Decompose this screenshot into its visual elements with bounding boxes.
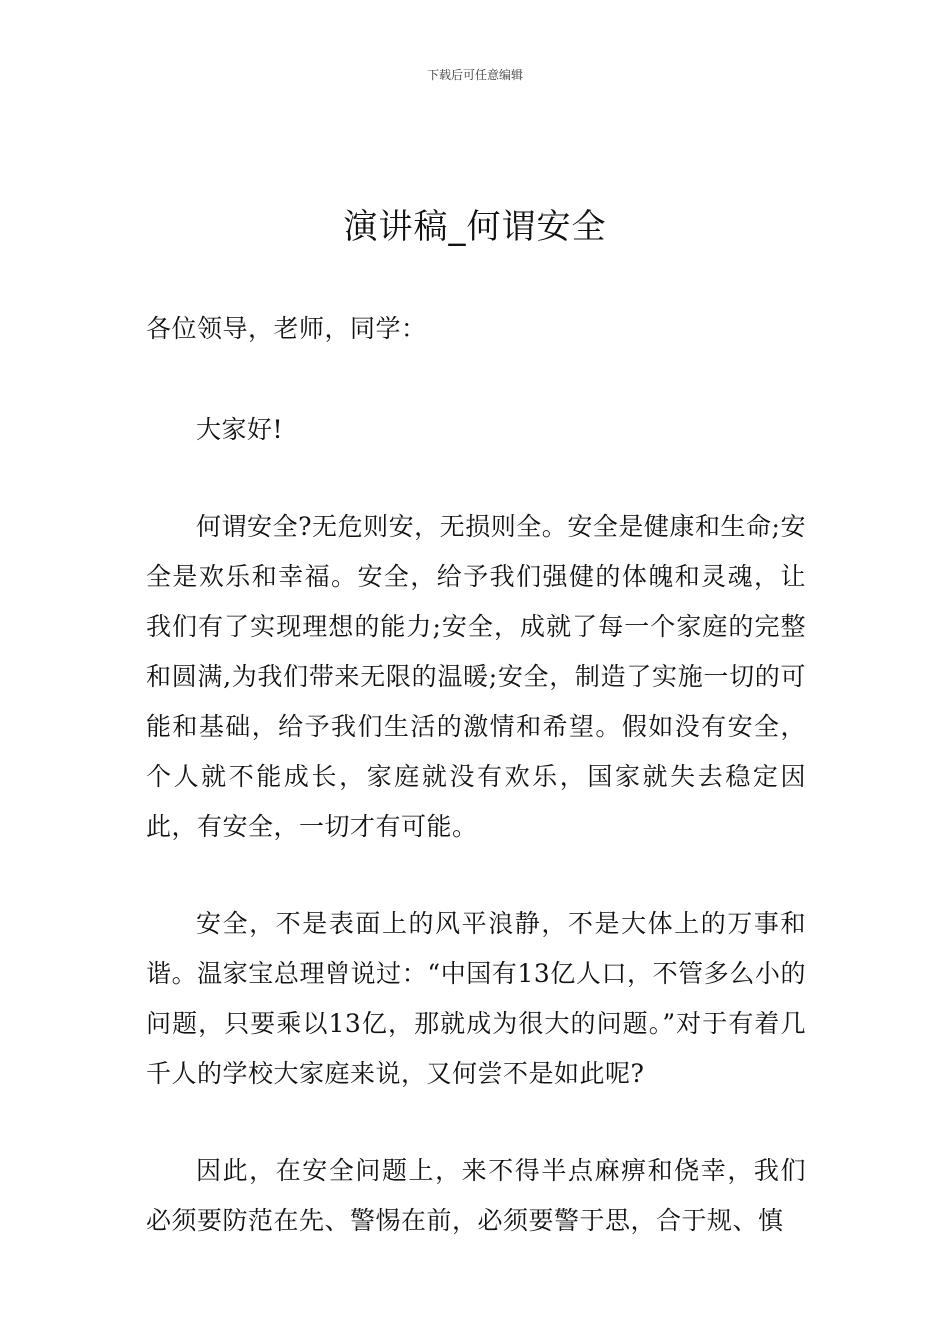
paragraph: 因此，在安全问题上，来不得半点麻痹和侥幸，我们必须要防范在先、警惕在前，必须要警于思，合于规、慎: [146, 1156, 806, 1235]
paragraph: 安全，不是表面上的风平浪静，不是大体上的万事和谐。温家宝总理曾说过：“中国有13亿人口，不管多么小的问题，只要乘以13亿，那就成为很大的问题。”对于有着几千人的学校大家庭来说，又何尝不是如此呢?: [146, 909, 806, 1088]
document-title: 演讲稿_何谓安全: [343, 206, 607, 247]
header-note: 下载后可任意编辑: [426, 68, 523, 82]
greeting: 大家好!: [196, 415, 284, 444]
salutation: 各位领导，老师，同学：: [146, 314, 427, 343]
paragraph: 何谓安全?无危则安，无损则全。安全是健康和生命;安全是欢乐和幸福。安全，给予我们强健的体魄和灵魂，让我们有了实现理想的能力;安全，成就了每一个家庭的完整和圆满,为我们带来无限的温暖;安全，制造了实施一切的可能和基础，给予我们生活的激情和希望。假如没有安全，个人就不能成长，家庭就没有欢乐，国家就失去稳定因此，有安全，一切才有可能。: [146, 512, 806, 841]
